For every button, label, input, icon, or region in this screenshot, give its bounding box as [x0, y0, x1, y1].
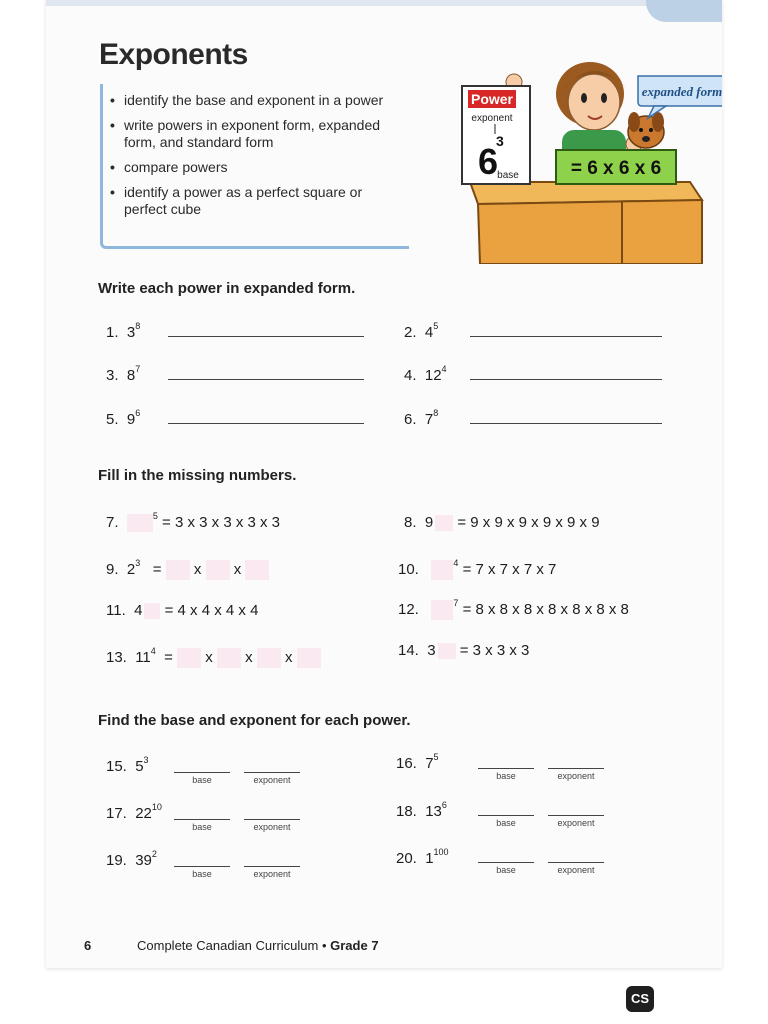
exponent-answer-line[interactable]: exponent [548, 768, 604, 781]
question-7 [106, 511, 281, 532]
base-answer-line[interactable]: base [478, 768, 534, 781]
base-answer-line[interactable]: base [478, 862, 534, 875]
question-number: 19. [106, 852, 127, 869]
times-sign: x [245, 648, 253, 666]
question-19 [106, 849, 157, 869]
base-answer-line[interactable]: base [174, 866, 230, 879]
answer-line[interactable] [470, 423, 662, 424]
power-exponent: 3 [135, 557, 141, 568]
goal-text: write powers in exponent form, expanded form, and standard form [124, 117, 381, 150]
exponent-answer-line[interactable]: exponent [244, 772, 300, 785]
question-16 [396, 752, 439, 772]
power-exponent: 3 [496, 133, 504, 149]
answer-line[interactable] [168, 423, 364, 424]
answer-line[interactable] [470, 379, 662, 380]
times-sign: x [205, 648, 213, 666]
power-exponent: 5 [433, 321, 439, 331]
question-number: 8. [404, 514, 417, 531]
power-exponent: 3 [143, 755, 149, 765]
workbook-page [46, 0, 722, 968]
answer-line[interactable] [470, 336, 662, 337]
power-exponent: 6 [441, 800, 447, 810]
question-number: 15. [106, 758, 127, 775]
expanded-sign [556, 150, 676, 184]
power-base: 3 [126, 324, 136, 341]
missing-number-box[interactable] [166, 560, 190, 580]
power-base: 3 [427, 642, 436, 659]
book-title: Complete Canadian Curriculum [137, 938, 319, 953]
question-number: 20. [396, 850, 417, 867]
base-answer-line[interactable]: base [478, 815, 534, 828]
equation-rest: = 3 x 3 x 3 [459, 642, 530, 659]
missing-number-box[interactable] [127, 514, 153, 532]
goal-text: identify the base and exponent in a power [124, 92, 384, 108]
power-base: 22 [135, 805, 152, 822]
bullet-icon: • [110, 117, 115, 133]
missing-number-box[interactable] [431, 600, 453, 620]
power-exponent: 4 [150, 645, 156, 656]
bullet-icon: • [110, 159, 115, 175]
camscanner-logo: CS [626, 986, 654, 1012]
power-sign [462, 86, 530, 184]
power-base: 4 [134, 602, 143, 619]
equation-rest: = 3 x 3 x 3 x 3 x 3 [162, 514, 281, 531]
equation-rest: = 9 x 9 x 9 x 9 x 9 x 9 [457, 514, 600, 531]
power-exponent: 2 [151, 849, 157, 859]
question-number: 18. [396, 803, 417, 820]
question-20 [396, 847, 449, 867]
equals-sign: = [152, 560, 162, 578]
question-number: 5. [106, 411, 119, 428]
footer-separator: • [318, 938, 331, 953]
power-exponent: 4 [453, 557, 459, 568]
expanded-text: = 6 x 6 x 6 [570, 158, 662, 179]
section1-title: Write each power in expanded form. [98, 280, 356, 297]
question-2 [404, 321, 439, 341]
bubble-text: expanded form [641, 84, 722, 99]
equals-sign: = [164, 648, 173, 666]
power-base: 2 [126, 560, 136, 578]
goal-item [108, 184, 408, 218]
times-sign: x [193, 560, 202, 578]
missing-number-box[interactable] [257, 648, 281, 668]
power-exponent: 6 [135, 408, 141, 418]
question-15 [106, 755, 149, 775]
power-exponent: 5 [433, 752, 439, 762]
question-number: 16. [396, 755, 417, 772]
power-base: 9 [126, 411, 136, 428]
question-1 [106, 321, 141, 341]
power-base: 8 [126, 367, 136, 384]
missing-exponent-box[interactable] [144, 603, 160, 619]
power-base: 11 [135, 648, 151, 666]
bullet-icon: • [110, 92, 115, 108]
power-base: 9 [424, 514, 434, 531]
power-exponent: 5 [152, 511, 158, 521]
question-8 [404, 514, 600, 531]
question-number: 4. [404, 367, 417, 384]
exponent-answer-line[interactable]: exponent [548, 815, 604, 828]
grade-label: Grade 7 [330, 938, 379, 953]
top-decoration [46, 0, 722, 18]
expanded-form-bubble [638, 76, 722, 118]
answer-line[interactable] [168, 336, 364, 337]
question-number: 2. [404, 324, 417, 341]
times-sign: x [284, 648, 293, 666]
power-base: 7 [424, 411, 434, 428]
page-number: 6 [84, 938, 92, 953]
power-base: 4 [424, 324, 434, 341]
question-number: 3. [106, 367, 119, 384]
question-number: 1. [106, 324, 119, 341]
goal-text: identify a power as a perfect square or perfect cube [124, 184, 363, 217]
sign-title: Power [470, 91, 514, 107]
bullet-icon: • [110, 184, 115, 200]
equation-rest: = 7 x 7 x 7 x 7 [462, 560, 557, 578]
section2-title: Fill in the missing numbers. [98, 467, 297, 484]
question-13 [106, 645, 321, 668]
missing-exponent-box[interactable] [435, 515, 453, 531]
question-number: 11. [106, 602, 126, 619]
base-answer-line[interactable]: base [174, 772, 230, 785]
goal-text: compare powers [124, 159, 228, 175]
missing-number-box[interactable] [206, 560, 230, 580]
missing-number-box[interactable] [431, 560, 453, 580]
question-number: 7. [106, 514, 119, 531]
exponent-answer-line[interactable]: exponent [548, 862, 604, 875]
question-number: 10. [398, 560, 419, 578]
power-exponent: 100 [433, 847, 449, 857]
question-number: 12. [398, 600, 419, 618]
power-exponent: 8 [135, 321, 141, 331]
power-base: 12 [424, 367, 442, 384]
times-sign: x [233, 560, 242, 578]
power-base: 6 [478, 141, 499, 182]
question-18 [396, 800, 447, 820]
exponent-answer-line[interactable]: exponent [244, 819, 300, 832]
exponent-label: exponent [471, 113, 513, 124]
power-base: 7 [425, 755, 434, 772]
desk-illustration [470, 182, 702, 264]
exponent-answer-line[interactable]: exponent [244, 866, 300, 879]
equation-rest: = 8 x 8 x 8 x 8 x 8 x 8 x 8 [462, 600, 629, 618]
power-exponent: 7 [453, 597, 459, 608]
question-11 [106, 602, 258, 619]
question-9 [106, 557, 269, 580]
missing-number-box[interactable] [217, 648, 241, 668]
question-number: 6. [404, 411, 417, 428]
missing-number-box[interactable] [177, 648, 201, 668]
question-3 [106, 364, 141, 384]
question-number: 9. [106, 560, 119, 578]
power-base: 13 [425, 803, 442, 820]
learning-goals [108, 92, 408, 226]
base-label: base [497, 170, 519, 181]
question-14 [398, 642, 529, 659]
equation-rest: = 4 x 4 x 4 x 4 [164, 602, 259, 619]
power-exponent: 10 [151, 802, 162, 812]
book-footer [137, 938, 379, 953]
question-10 [398, 557, 557, 580]
question-4 [404, 364, 447, 384]
section3-title: Find the base and exponent for each power. [98, 712, 411, 729]
question-17 [106, 802, 162, 822]
question-12 [398, 597, 629, 620]
base-answer-line[interactable]: base [174, 819, 230, 832]
goal-item [108, 117, 408, 151]
question-6 [404, 408, 439, 428]
answer-line[interactable] [168, 379, 364, 380]
goal-item [108, 92, 408, 109]
dog-illustration [628, 112, 664, 148]
power-exponent: 4 [441, 364, 447, 374]
question-number: 14. [398, 642, 419, 659]
power-exponent: 8 [433, 408, 439, 418]
power-base: 39 [135, 852, 152, 869]
goal-item [108, 159, 408, 176]
question-number: 17. [106, 805, 127, 822]
power-base: 5 [135, 758, 144, 775]
missing-number-box[interactable] [297, 648, 321, 668]
question-5 [106, 408, 141, 428]
page-title: Exponents [99, 38, 248, 71]
missing-number-box[interactable] [245, 560, 269, 580]
power-base: 1 [425, 850, 434, 867]
girl-with-power-sign-illustration [422, 32, 722, 264]
missing-exponent-box[interactable] [438, 643, 456, 659]
question-number: 13. [106, 648, 127, 666]
power-exponent: 7 [135, 364, 141, 374]
